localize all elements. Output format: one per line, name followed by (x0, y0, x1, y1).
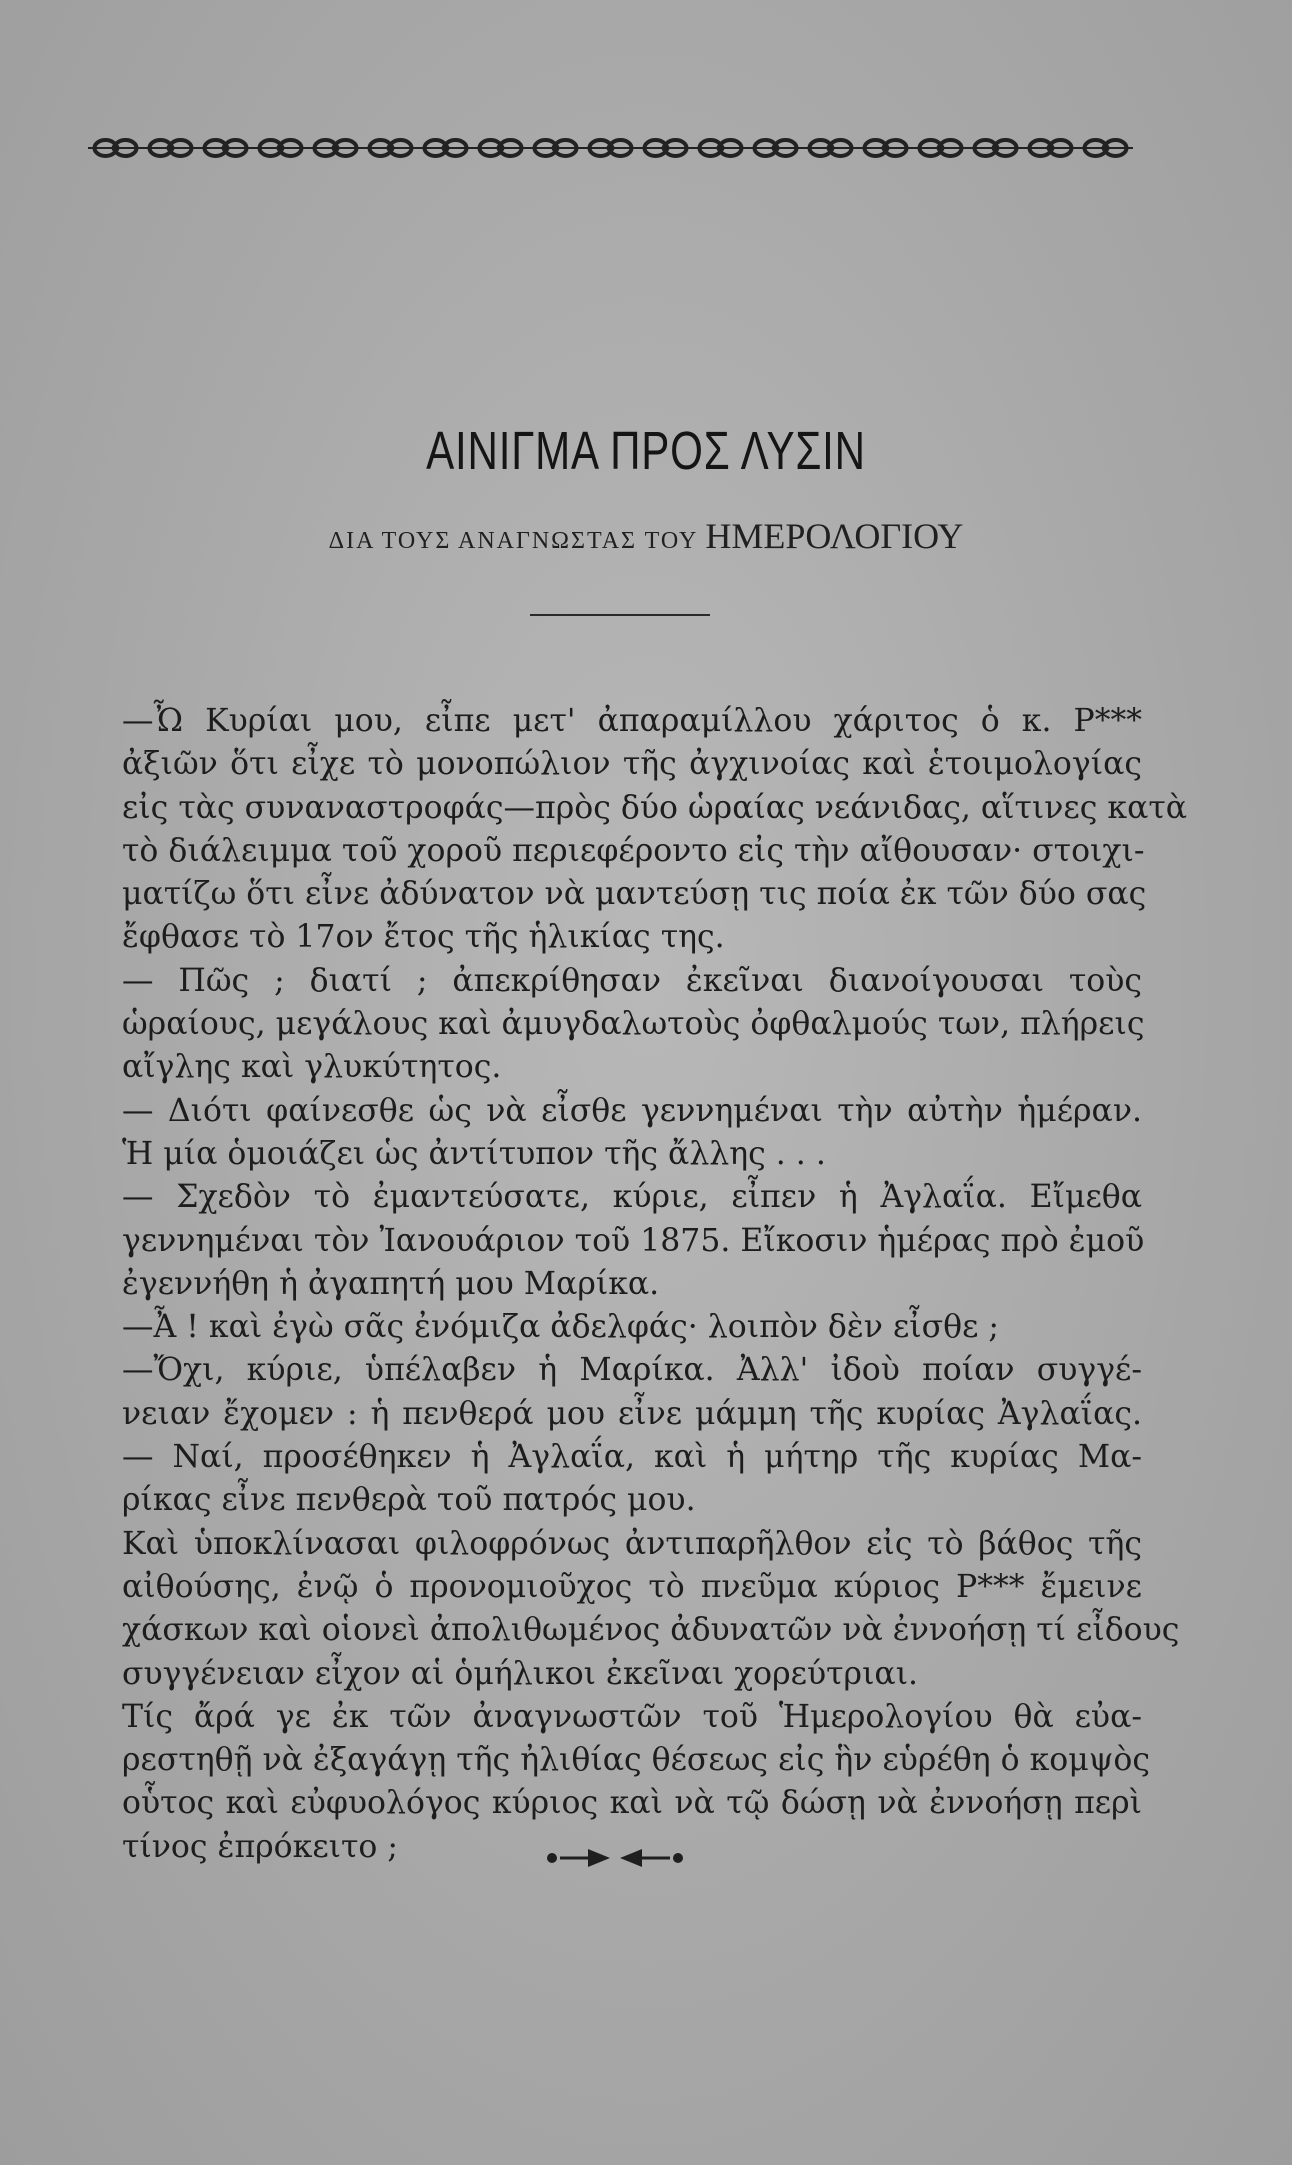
page-title: ΑΙΝΙΓΜΑ ΠΡΟΣ ΛΥΣΙΝ (426, 421, 866, 481)
text-line: —Ἆ ! καὶ ἐγὼ σᾶς ἐνόμιζα ἀδελφάς· λοιπὸν δὲν εἶσθε ; (122, 1309, 1000, 1346)
ornament-motif (198, 140, 253, 156)
ornament-motif (1023, 140, 1078, 156)
text-line: αἰθούσης, ἐνῷ ὁ προνομιοῦχος τὸ πνεῦμα κύριος Ρ*** ἔμεινε (122, 1568, 1142, 1605)
ornament-motif (638, 140, 693, 156)
text-line: — Πῶς ; διατί ; ἀπεκρίθησαν ἐκεῖναι διανοίγουσαι τοὺς (122, 962, 1142, 999)
page-subtitle (0, 515, 1292, 557)
ornament-motif (1078, 140, 1133, 156)
text-line: ἀξιῶν ὅτι εἶχε τὸ μονοπώλιον τῆς ἀγχινοίας καὶ ἑτοιμολογίας (122, 746, 1142, 783)
text-line: αἴγλης καὶ γλυκύτητος. (122, 1049, 502, 1086)
text-line: ἔφθασε τὸ 17ον ἔτος τῆς ἡλικίας της. (122, 919, 725, 956)
text-line: Τίς ἄρά γε ἐκ τῶν ἀναγνωστῶν τοῦ Ἡμερολογίου θὰ εὐα- (122, 1698, 1142, 1735)
ornament-motif (418, 140, 473, 156)
text-line: χάσκων καὶ οἱονεὶ ἀπολιθωμένος ἀδυνατῶν νὰ ἐννοήσῃ τί εἶδους (122, 1612, 1180, 1649)
text-line: νειαν ἔχομεν : ἡ πενθερά μου εἶνε μάμμη τῆς κυρίας Ἀγλαΐας. (122, 1395, 1142, 1432)
text-line: συγγένειαν εἶχον αἱ ὁμήλικοι ἐκεῖναι χορεύτριαι. (122, 1655, 919, 1692)
ornament-motif (858, 140, 913, 156)
text-line: ἐγεννήθη ἡ ἀγαπητή μου Μαρίκα. (122, 1265, 660, 1302)
ornament-motif (913, 140, 968, 156)
ornament-motif (363, 140, 418, 156)
ornament-motif (308, 140, 363, 156)
ornament-motif (143, 140, 198, 156)
ornament-motif (528, 140, 583, 156)
text-line: τίνος ἐπρόκειτο ; (122, 1828, 399, 1865)
ornament-motif (88, 140, 143, 156)
subtitle-small: ΔΙΑ ΤΟΥΣ ΑΝΑΓΝΩΣΤΑΣ ΤΟΥ (328, 528, 698, 554)
text-line: — Ναί, προσέθηκεν ἡ Ἀγλαΐα, καὶ ἡ μήτηρ τῆς κυρίας Μα- (122, 1439, 1142, 1476)
text-line: ὡραίους, μεγάλους καὶ ἀμυγδαλωτοὺς ὀφθαλμούς των, πλήρεις (122, 1006, 1145, 1043)
title-divider (530, 614, 710, 616)
ornament-motif (583, 140, 638, 156)
text-line: Ἡ μία ὁμοιάζει ὡς ἀντίτυπον τῆς ἄλλης . . . (122, 1135, 826, 1172)
text-line: —Ὄχι, κύριε, ὑπέλαβεν ἡ Μαρίκα. Ἀλλ' ἰδοὺ ποίαν συγγέ- (122, 1352, 1142, 1389)
text-line: ρίκας εἶνε πενθερὰ τοῦ πατρός μου. (122, 1482, 696, 1519)
text-line: ματίζω ὅτι εἶνε ἀδύνατον νὰ μαντεύσῃ τις ποία ἐκ τῶν δύο σας (122, 876, 1147, 913)
text-line: ρεστηθῇ νὰ ἐξαγάγῃ τῆς ἠλιθίας θέσεως εἰς ἣν εὑρέθη ὁ κομψὸς (122, 1742, 1151, 1779)
text-line: — Σχεδὸν τὸ ἐμαντεύσατε, κύριε, εἶπεν ἡ Ἀγλαΐα. Εἴμεθα (122, 1179, 1142, 1216)
text-line: —Ὦ Κυρίαι μου, εἶπε μετ' ἀπαραμίλλου χάριτος ὁ κ. Ρ*** (122, 703, 1142, 739)
text-line: τὸ διάλειμμα τοῦ χοροῦ περιεφέροντο εἰς τὴν αἴθουσαν· στοιχι- (122, 832, 1145, 869)
end-ornament (530, 1846, 700, 1870)
ornament-motif (748, 140, 803, 156)
ornamental-border-band (88, 128, 1133, 168)
ornament-motif (693, 140, 748, 156)
ornament-motif (253, 140, 308, 156)
ornament-motif (473, 140, 528, 156)
text-line: Καὶ ὑποκλίνασαι φιλοφρόνως ἀντιπαρῆλθον εἰς τὸ βάθος τῆς (122, 1525, 1142, 1562)
text-line: εἰς τὰς συναναστροφάς—πρὸς δύο ὡραίας νεάνιδας, αἵτινες κατὰ (122, 789, 1188, 826)
text-line: γεννημέναι τὸν Ἰανουάριον τοῦ 1875. Εἴκοσιν ἡμέρας πρὸ ἐμοῦ (122, 1222, 1145, 1259)
text-line: — Διότι φαίνεσθε ὡς νὰ εἶσθε γεννημέναι τὴν αὐτὴν ἡμέραν. (122, 1092, 1142, 1129)
subtitle-large: ΗΜΕΡΟΛΟΓΙΟΥ (705, 516, 964, 556)
ornament-motif (803, 140, 858, 156)
ornament-motif (968, 140, 1023, 156)
text-line: οὗτος καὶ εὐφυολόγος κύριος καὶ νὰ τῷ δώσῃ νὰ ἐννοήσῃ περὶ (122, 1785, 1142, 1822)
riddle-text (122, 700, 1188, 1869)
